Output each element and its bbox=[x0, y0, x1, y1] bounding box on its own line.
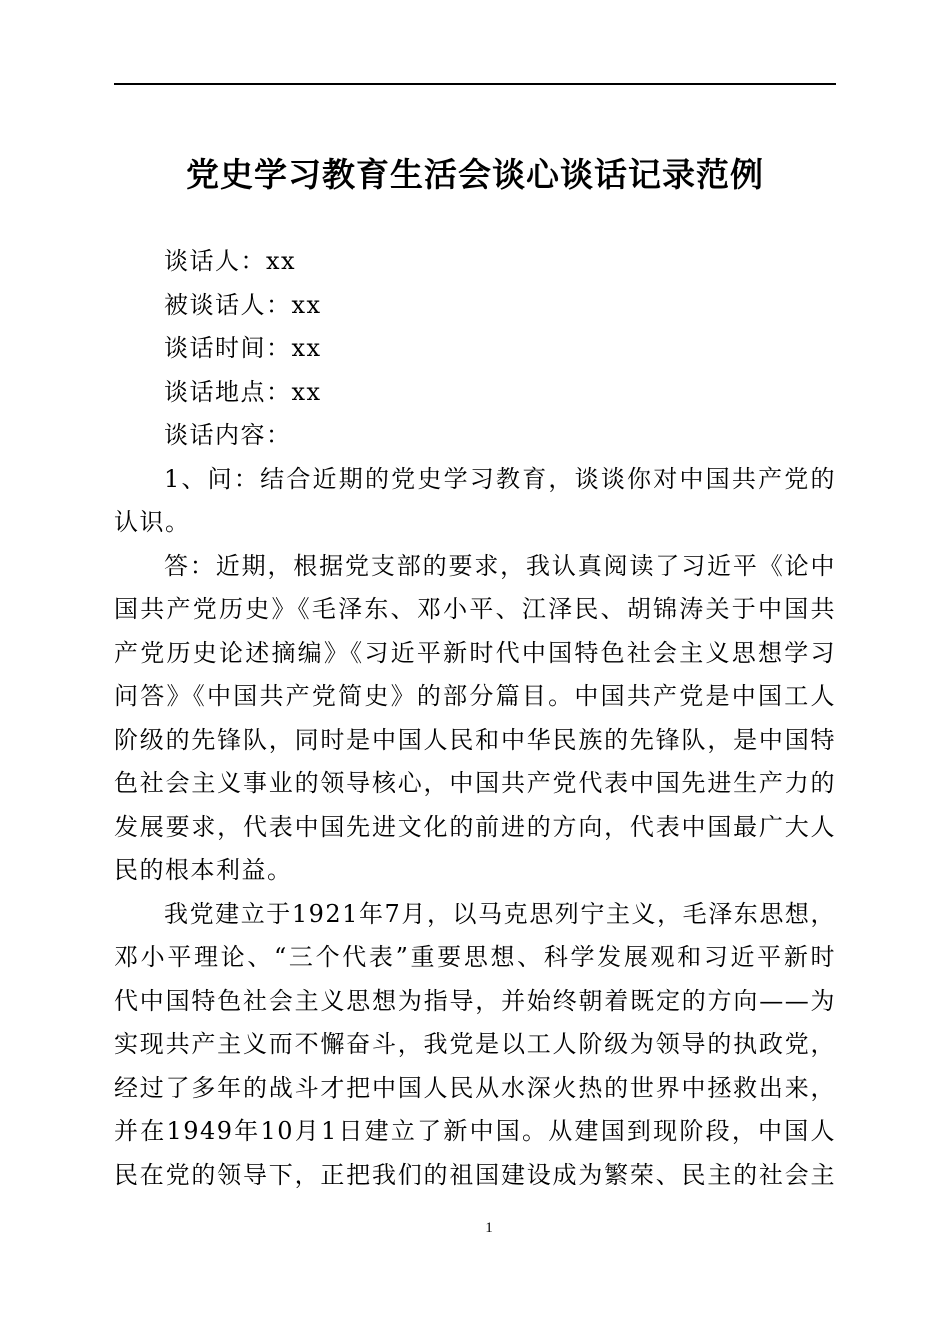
text-line: 谈话地点：xx bbox=[164, 377, 322, 406]
text-line: 色社会主义事业的领导核心，中国共产党代表中国先进生产力的 bbox=[114, 769, 836, 797]
text-line: 认识。 bbox=[114, 508, 191, 536]
text-line: 1、问：结合近期的党史学习教育，谈谈你对中国共产党的 bbox=[164, 464, 836, 493]
text-line: 民在党的领导下，正把我们的祖国建设成为繁荣、民主的社会主 bbox=[114, 1160, 836, 1189]
text-line: 并在1949年10月1日建立了新中国。从建国到现阶段，中国人 bbox=[114, 1117, 836, 1145]
text-line: 谈话内容： bbox=[164, 421, 292, 449]
text-line: 实现共产主义而不懈奋斗，我党是以工人阶级为领导的执政党， bbox=[114, 1030, 836, 1058]
page-number: 1 bbox=[485, 1220, 493, 1236]
text-line: 邓小平理论、“三个代表”重要思想、科学发展观和习近平新时 bbox=[114, 943, 836, 971]
text-line: 民的根本利益。 bbox=[114, 856, 293, 884]
document-title: 党史学习教育生活会谈心谈话记录范例 bbox=[186, 155, 764, 194]
text-line: 经过了多年的战斗才把中国人民从水深火热的世界中拯救出来， bbox=[114, 1073, 836, 1102]
text-line: 问答》《中国共产党简史》的部分篇目。中国共产党是中国工人 bbox=[114, 682, 836, 710]
text-line: 答：近期，根据党支部的要求，我认真阅读了习近平《论中 bbox=[164, 551, 836, 580]
text-line: 代中国特色社会主义思想为指导，并始终朝着既定的方向——为 bbox=[114, 986, 836, 1015]
text-line: 产党历史论述摘编》《习近平新时代中国特色社会主义思想学习 bbox=[114, 638, 836, 667]
text-line: 国共产党历史》《毛泽东、邓小平、江泽民、胡锦涛关于中国共 bbox=[114, 595, 836, 623]
text-line: 被谈话人：xx bbox=[164, 290, 322, 319]
text-line: 发展要求，代表中国先进文化的前进的方向，代表中国最广大人 bbox=[114, 812, 836, 841]
document-body bbox=[114, 240, 836, 1197]
text-line: 谈话人：xx bbox=[164, 247, 297, 275]
text-line: 阶级的先锋队，同时是中国人民和中华民族的先锋队，是中国特 bbox=[114, 725, 836, 754]
header-rule bbox=[114, 83, 836, 85]
text-line: 谈话时间：xx bbox=[164, 334, 322, 362]
text-line: 我党建立于1921年7月，以马克思列宁主义，毛泽东思想， bbox=[164, 899, 836, 928]
